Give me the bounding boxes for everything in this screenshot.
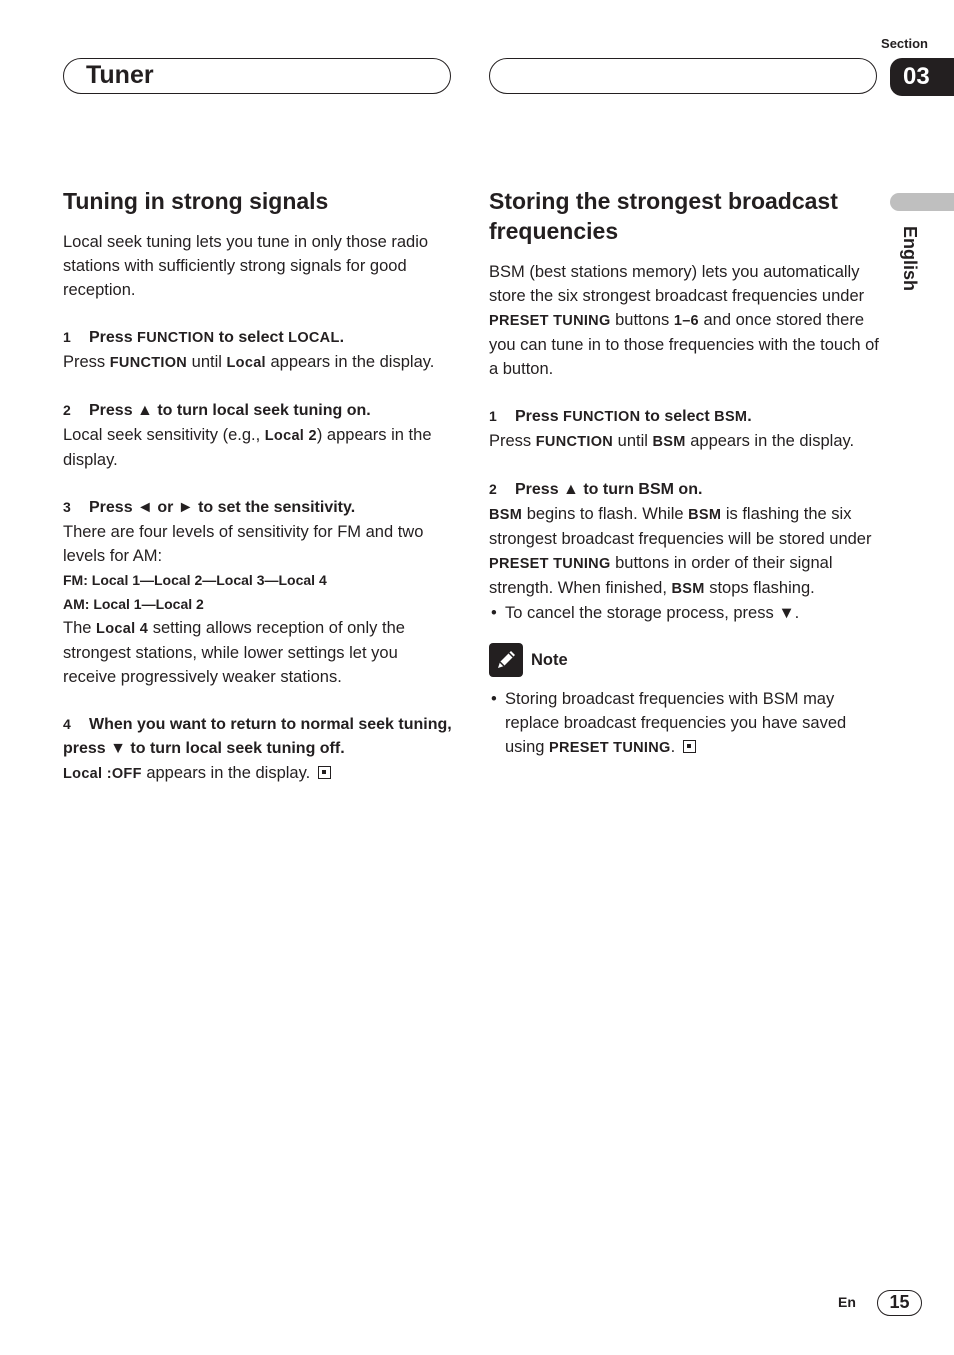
- cancel-bullet: • To cancel the storage process, press ▼.: [489, 601, 881, 625]
- language-label: English: [900, 226, 920, 292]
- left-step-4-title: 4 When you want to return to normal seek tuning, press ▼ to turn local seek tuning off.: [63, 716, 452, 757]
- left-intro: Local seek tuning lets you tune in only those radio stations with sufficiently strong signals for good reception.: [63, 233, 429, 299]
- left-step-2-title: 2 Press ▲ to turn local seek tuning on.: [63, 402, 371, 419]
- note-pencil-icon: [489, 643, 523, 677]
- left-step-4-body: Local :OFF appears in the display.: [63, 761, 455, 786]
- note-bullet: • Storing broadcast frequencies with BSM may replace broadcast frequencies you have saved using PRESET TUNING.: [489, 687, 881, 760]
- right-intro: BSM (best stations memory) lets you automatically store the six strongest broadcast frequencies under PRESET TUNING buttons 1–6 and once stored there you can tune in to those frequencies with the touch of a button.: [489, 263, 879, 378]
- fm-levels: FM: Local 1—Local 2—Local 3—Local 4: [63, 572, 327, 588]
- left-arrow-icon: ◄: [137, 499, 153, 516]
- footer-language-code: En: [838, 1294, 856, 1310]
- language-tab-marker: [890, 193, 954, 211]
- note-header: [489, 643, 881, 677]
- right-step-1-title: 1 Press FUNCTION to select BSM.: [489, 408, 752, 425]
- page-title: Tuner: [86, 61, 154, 89]
- left-step-3-body2: The Local 4 setting allows reception of only the strongest stations, while lower settings let you receive progressively weaker stations.: [63, 619, 405, 686]
- section-number-badge: 03: [890, 58, 954, 96]
- page-number: 15: [877, 1290, 922, 1316]
- left-step-3-title: 3 Press ◄ or ► to set the sensitivity.: [63, 499, 356, 516]
- left-step-3-body: There are four levels of sensitivity for FM and two levels for AM:: [63, 523, 424, 565]
- left-step-2-body: Local seek sensitivity (e.g., Local 2) appears in the display.: [63, 426, 432, 469]
- end-mark-icon: [683, 740, 696, 753]
- title-frame: [63, 58, 451, 94]
- header-frame-right: [489, 58, 877, 94]
- right-column: [489, 186, 881, 760]
- right-heading: Storing the strongest broadcast frequencies: [489, 188, 838, 244]
- note-label: Note: [531, 650, 568, 669]
- right-step-1-body: Press FUNCTION until BSM appears in the display.: [489, 432, 855, 450]
- left-heading: Tuning in strong signals: [63, 188, 329, 214]
- down-arrow-icon: ▼: [110, 740, 126, 757]
- up-arrow-icon: ▲: [137, 402, 153, 419]
- left-step-1-body: Press FUNCTION until Local appears in the display.: [63, 353, 435, 371]
- left-column: [63, 186, 455, 786]
- up-arrow-icon: ▲: [563, 481, 579, 498]
- right-step-2-title: 2 Press ▲ to turn BSM on.: [489, 481, 703, 498]
- section-label: Section: [881, 36, 928, 51]
- right-step-2-body: BSM begins to flash. While BSM is flashing the six strongest broadcast frequencies will be stored under PRESET TUNING buttons in order of their signal strength. When finished, BSM stops flashing.: [489, 505, 872, 597]
- left-step-1-title: 1 Press FUNCTION to select LOCAL.: [63, 329, 345, 346]
- right-arrow-icon: ►: [177, 499, 194, 516]
- am-levels: AM: Local 1—Local 2: [63, 596, 204, 612]
- end-mark-icon: [318, 766, 331, 779]
- down-arrow-icon: ▼: [778, 604, 795, 622]
